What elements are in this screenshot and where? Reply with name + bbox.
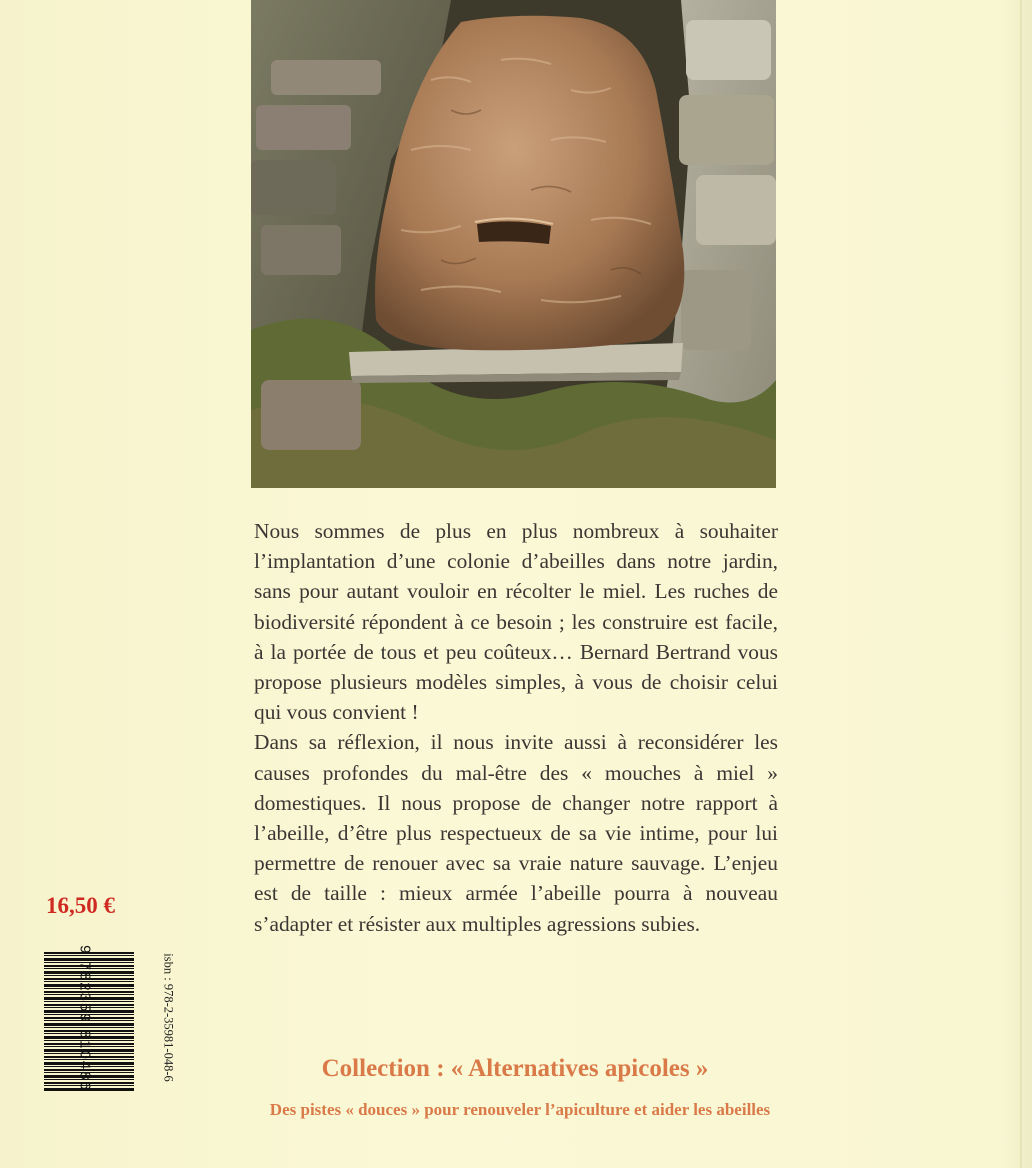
barcode bbox=[44, 945, 176, 1092]
cover-edge bbox=[1020, 0, 1022, 1168]
beehive-photo bbox=[251, 0, 776, 488]
isbn-label: isbn : 978-2-35981-048-6 bbox=[161, 953, 176, 1082]
collection-title: Collection : « Alternatives apicoles » bbox=[321, 1055, 709, 1082]
price-label: 16,50 € bbox=[46, 893, 115, 918]
blurb-paragraph-2: Dans sa réflexion, il nous invite aussi à reconsidérer les causes profondes du mal-être des « mouches à miel » domestiques. Il nous propose de changer notre rapport à l’abeille, d’être plus respectueux de sa vie intime, pour lui permettre de renouer avec sa vraie nature sauvage. L’enjeu est de taille : mieux armée l’abeille pourra à nouveau s’adapter et résister aux multiples agressions subies. bbox=[254, 730, 778, 936]
blurb-paragraph-1: Nous sommes de plus en plus nombreux à souhaiter l’implantation d’une colonie d’abeilles dans notre jardin, sans pour autant vouloir en récolter le miel. Les ruches de biodiversité répondent à ce besoin ; les construire est facile, à la portée de tous et peu coûteux… Bernard Bertrand vous propose plusieurs modèles simples, à vous de choisir celui qui vous convient ! bbox=[254, 519, 778, 725]
collection-tagline: Des pistes « douces » pour renouveler l’apiculture et aider les abeilles bbox=[269, 1100, 771, 1119]
clay-beehive-photo-icon bbox=[251, 0, 776, 488]
barcode-digits: 9 782359 810486 bbox=[76, 945, 94, 1092]
blurb bbox=[254, 516, 778, 939]
